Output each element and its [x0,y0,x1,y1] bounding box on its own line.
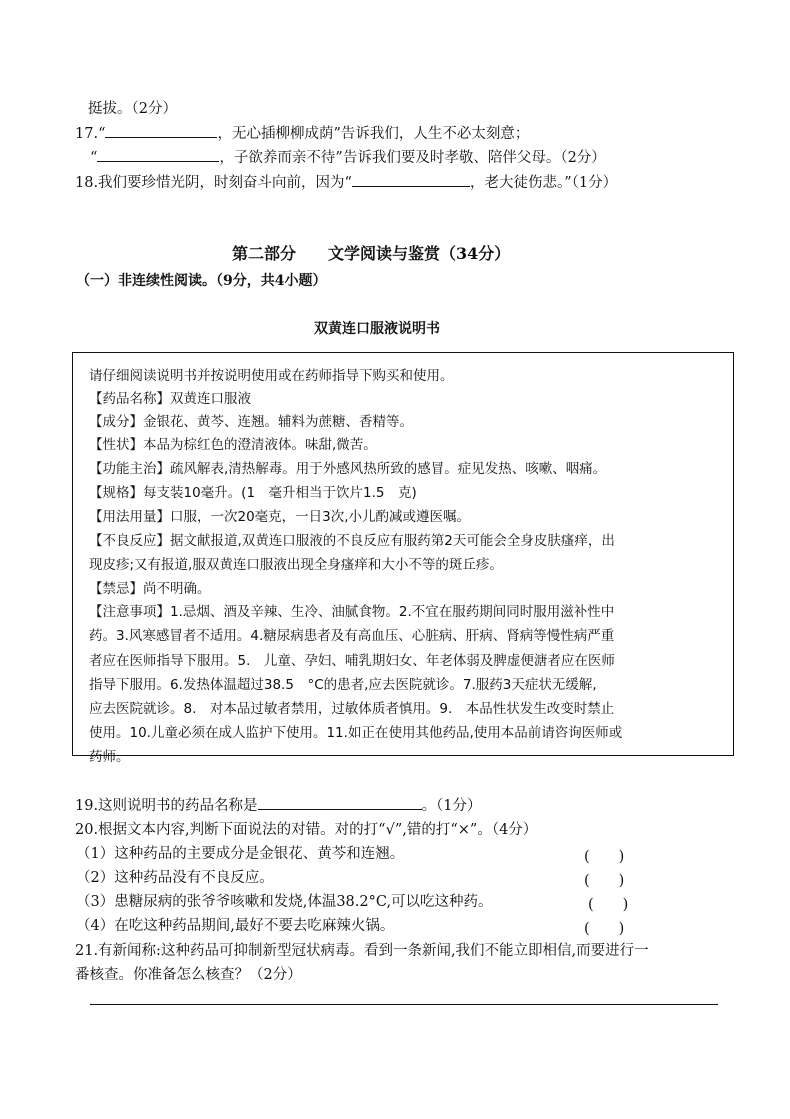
q19 [75,794,482,817]
q20-stem: 20.根据文本内容,判断下面说法的对错。对的打“√”,错的打“×”。（4分） [75,822,538,838]
q20-answer-1[interactable]: ( ) [584,849,625,865]
leaflet-line: 请仔细阅读说明书并按说明使用或在药师指导下购买和使用。 [89,368,454,384]
q18-after: ，老大徒伤悲。”（1分） [469,175,618,191]
q18-before: 18.我们要珍惜光阴，时刻奋斗向前，因为“ [75,175,352,191]
leaflet-line: 【规格】每支装10毫升。(1 毫升相当于饮片1.5 克) [89,485,417,501]
q17-blank-2[interactable] [97,146,219,162]
leaflet-line: 【成分】金银花、黄芩、连翘。辅料为蔗糖、香精等。 [89,414,413,430]
q20-item-1: （1）这种药品的主要成分是金银花、黄芩和连翘。 [76,846,405,862]
leaflet-line: 【性状】本品为棕红色的澄清液体。味甜,微苦。 [89,437,377,453]
leaflet-line: 现皮疹;又有报道,服双黄连口服液出现全身瘙痒和大小不等的斑丘疹。 [89,557,503,573]
q20-item-4: （4）在吃这种药品期间,最好不要去吃麻辣火锅。 [76,918,395,934]
q20-item-2: （2）这种药品没有不良反应。 [76,870,274,886]
q20-item-3: （3）患糖尿病的张爷爷咳嗽和发烧,体温38.2°C,可以吃这种药。 [76,894,493,910]
section-heading: （一）非连续性阅读。（9分，共4小题） [76,273,327,289]
part2-title: 第二部分 文学阅读与鉴赏（34分） [232,244,511,263]
q17-open-quote: “ [98,126,106,142]
leaflet-line: 应去医院就诊。8. 对本品过敏者禁用，过敏体质者慎用。9. 本品性状发生改变时禁止 [89,701,615,717]
leaflet-title: 双黄连口服液说明书 [314,321,440,337]
leaflet-line: 【用法用量】口服，一次20毫克，一日3次,小儿酌减或遵医嘱。 [89,509,471,525]
q16-tail: 挺拔。（2分） [88,101,177,117]
q17-open-quote-2: “ [90,150,98,166]
leaflet-line: 【不良反应】据文献报道,双黄连口服液的不良反应有服药第2天可能会全身皮肤瘙痒，出 [89,533,615,549]
leaflet-line: 者应在医师指导下服用。5. 儿童、孕妇、哺乳期妇女、年老体弱及脾虚便溏者应在医师 [89,653,615,669]
q17-line2-text: ，子欲养而亲不待”告诉我们要及时孝敬、陪伴父母。（2分） [219,150,606,166]
q17-line1 [75,122,529,145]
q18-blank[interactable] [352,171,470,187]
leaflet-line: 【功能主治】疏风解表,清热解毒。用于外感风热所致的感冒。症见发热、咳嗽、咽痛。 [89,461,607,477]
leaflet-line: 【注意事项】1.忌烟、酒及辛辣、生冷、油腻食物。2.不宜在服药期间同时服用滋补性中 [89,604,615,620]
q19-after: 。（1分） [421,798,482,814]
leaflet-line: 【药品名称】双黄连口服液 [89,391,251,407]
q21-line2: 番核查。你准备怎么核查？（2分） [75,967,302,983]
q20-answer-4[interactable]: ( ) [584,921,625,937]
q21-line1: 21.有新闻称:这种药品可抑制新型冠状病毒。看到一条新闻,我们不能立即相信,而要进行一 [75,943,649,959]
q20-answer-2[interactable]: ( ) [584,873,625,889]
q18 [75,171,617,194]
q19-blank[interactable] [258,794,422,810]
q17-line1-text: ，无心插柳柳成荫”告诉我们，人生不必太刻意； [217,126,530,142]
leaflet-line: 【禁忌】尚不明确。 [89,581,211,597]
leaflet-box [72,352,734,765]
leaflet-line: 指导下服用。6.发热体温超过38.5 °C的患者,应去医院就诊。7.服药3天症状无缓解, [89,677,597,693]
leaflet-line: 药师。 [89,749,130,765]
q17-number: 17. [75,126,99,142]
leaflet-line: 药。3.风寒感冒者不适用。4.糖尿病患者及有高血压、心脏病、肝病、肾病等慢性病严重 [89,628,615,644]
q17-blank-1[interactable] [105,122,217,138]
q20-answer-3[interactable]: ( ) [588,897,629,913]
q21-answer-line[interactable] [90,1004,718,1005]
leaflet-line: 使用。10.儿童必须在成人监护下使用。11.如正在使用其他药品,使用本品前请咨询医师或 [89,725,623,741]
q19-before: 19.这则说明书的药品名称是 [75,798,258,814]
q17-line2 [90,146,606,169]
